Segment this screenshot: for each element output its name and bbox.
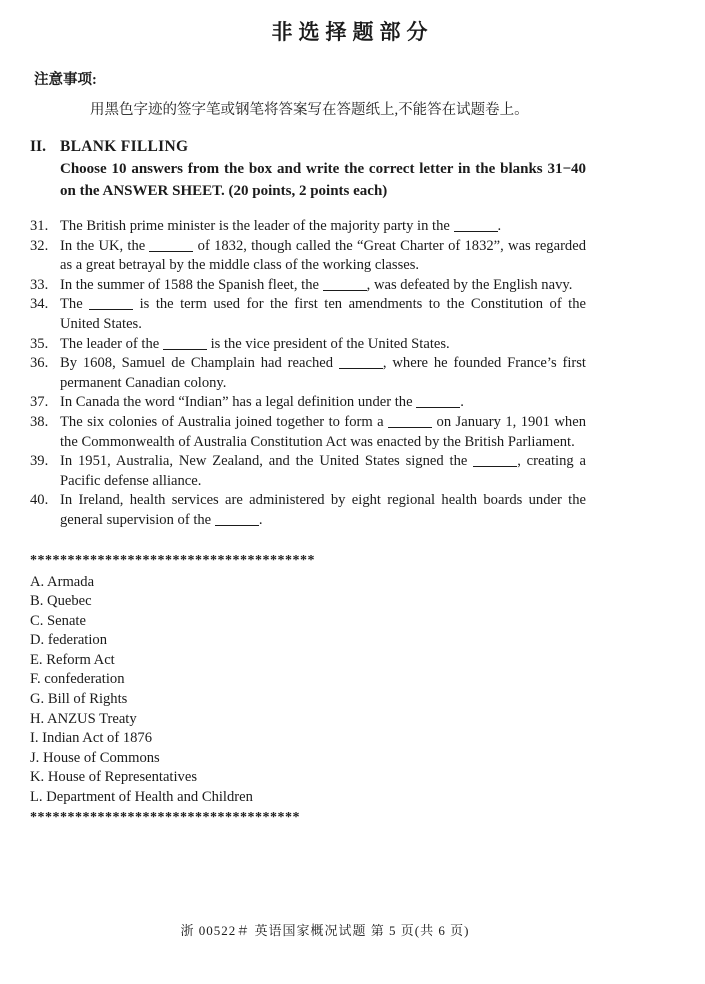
option-letter: H. (30, 710, 45, 727)
question-item (30, 335, 586, 355)
question-item (30, 413, 586, 452)
question-number: 32. (30, 237, 49, 254)
question-number: 39. (30, 453, 49, 470)
option-letter: L. (30, 789, 43, 806)
option-text: ANZUS Treaty (47, 710, 137, 727)
option-letter: F. (30, 671, 41, 688)
question-text-before-blank: The six colonies of Australia joined together to form a (60, 413, 389, 430)
option-letter: C. (30, 612, 44, 629)
question-text (60, 354, 586, 393)
question-item (30, 452, 586, 491)
answer-blank (454, 220, 498, 232)
page-title: 非选择题部分 (271, 20, 434, 44)
question-text (60, 295, 586, 334)
question-text-after-blank: is the term used for the first ten amendments to the Constitution of the United States. (60, 296, 586, 332)
answer-blank (388, 416, 432, 428)
question-number: 33. (30, 276, 49, 293)
question-text (60, 491, 586, 530)
option-text: Quebec (47, 593, 92, 610)
option-item (30, 729, 705, 749)
question-text-before-blank: In the summer of 1588 the Spanish fleet, the (60, 276, 323, 293)
answer-blank (163, 338, 207, 350)
question-text-before-blank: In Ireland, health services are administered by eight regional health boards under the general supervision of the (60, 492, 586, 528)
question-text-before-blank: The British prime minister is the leader of the majority party in the (60, 218, 454, 234)
option-item (30, 612, 705, 632)
option-item (30, 749, 705, 769)
question-text (60, 413, 586, 452)
option-item (30, 710, 705, 730)
question-text (60, 335, 586, 355)
question-item (30, 237, 586, 276)
question-text-after-blank: , was defeated by the English navy. (366, 276, 573, 293)
option-item (30, 592, 705, 612)
question-text-after-blank: on January 1, 1901 when the Commonwealth of Australia Constitution Act was enacted by the British Parliament. (60, 413, 586, 450)
section-heading (30, 138, 586, 202)
question-text-after-blank: . (460, 394, 464, 411)
answer-blank (89, 298, 133, 310)
option-letter: I. (30, 730, 39, 747)
question-text-after-blank: of 1832, though called the “Great Charter of 1832”, was regarded as a great betrayal by the middle class of the working classes. (60, 237, 586, 274)
section-title: BLANK FILLING (60, 138, 189, 155)
question-number: 37. (30, 394, 49, 411)
question-number: 40. (30, 492, 49, 509)
option-item (30, 690, 705, 710)
question-number: 31. (30, 218, 49, 234)
notes-text: 用黑色字迹的签字笔或钢笔将答案写在答题纸上,不能答在试题卷上。 (90, 102, 529, 118)
option-text: Department of Health and Children (46, 789, 253, 806)
question-text-before-blank: The (60, 296, 90, 313)
question-text-after-blank: , where he founded France’s first permanent Canadian colony. (60, 355, 586, 391)
answer-blank (149, 240, 193, 252)
options-list (30, 573, 705, 808)
option-letter: D. (30, 632, 45, 649)
option-letter: A. (30, 573, 45, 590)
notes-label: 注意事项: (34, 72, 97, 88)
option-item (30, 573, 705, 593)
option-text: House of Representatives (47, 769, 197, 786)
question-number: 34. (30, 296, 49, 313)
answer-box-bottom-border: ************************************ (30, 809, 300, 825)
option-text: House of Commons (42, 749, 160, 766)
question-text-after-blank: . (497, 218, 502, 234)
option-text: Senate (47, 612, 86, 629)
question-text-before-blank: By 1608, Samuel de Champlain had reached (60, 355, 339, 372)
option-item (30, 788, 705, 808)
page-footer: 浙 00522＃ 英语国家概况试题 第 5 页(共 6 页) (180, 923, 470, 938)
question-text-before-blank: The leader of the (60, 335, 163, 352)
question-item (30, 217, 586, 237)
question-text (60, 237, 586, 276)
option-item (30, 651, 705, 671)
answer-blank (339, 357, 383, 369)
question-item (30, 276, 586, 296)
answer-box-top-border: ************************************** (30, 552, 315, 568)
question-item (30, 354, 586, 393)
option-text: Armada (47, 573, 95, 590)
question-text-before-blank: In the UK, the (60, 237, 150, 254)
answer-blank (215, 514, 259, 526)
question-item (30, 295, 586, 334)
section-instructions: Choose 10 answers from the box and write the correct letter in the blanks 31−40 on the ANSWER SHEET. (20 points, 2 points each) (60, 161, 586, 199)
answer-blank (473, 455, 517, 467)
option-item (30, 768, 705, 788)
question-text (60, 393, 586, 413)
question-number: 38. (30, 413, 49, 430)
option-letter: B. (30, 593, 44, 610)
answer-blank (416, 396, 460, 408)
option-letter: G. (30, 691, 45, 708)
section-number: II. (30, 138, 46, 155)
option-text: Reform Act (46, 651, 115, 668)
question-text-after-blank: . (258, 511, 263, 528)
question-text (60, 276, 586, 296)
question-text (60, 217, 586, 237)
question-text-after-blank: is the vice president of the United States. (206, 335, 450, 352)
questions-list (30, 217, 586, 531)
question-text-before-blank: In Canada the word “Indian” has a legal definition under the (60, 394, 417, 411)
option-letter: K. (30, 769, 45, 786)
question-item (30, 393, 586, 413)
option-letter: E. (30, 651, 43, 668)
question-number: 35. (30, 335, 49, 352)
option-text: Indian Act of 1876 (42, 730, 153, 747)
question-text-before-blank: In 1951, Australia, New Zealand, and the United States signed the (60, 453, 474, 470)
question-text (60, 452, 586, 491)
option-text: confederation (44, 671, 125, 688)
option-letter: J. (30, 749, 40, 766)
option-text: federation (47, 632, 108, 649)
question-item (30, 491, 586, 530)
section-heading-body (60, 138, 586, 202)
question-number: 36. (30, 355, 49, 372)
question-text-after-blank: , creating a Pacific defense alliance. (60, 453, 586, 489)
answer-blank (323, 279, 367, 291)
option-item (30, 670, 705, 690)
option-item (30, 631, 705, 651)
option-text: Bill of Rights (47, 691, 128, 708)
